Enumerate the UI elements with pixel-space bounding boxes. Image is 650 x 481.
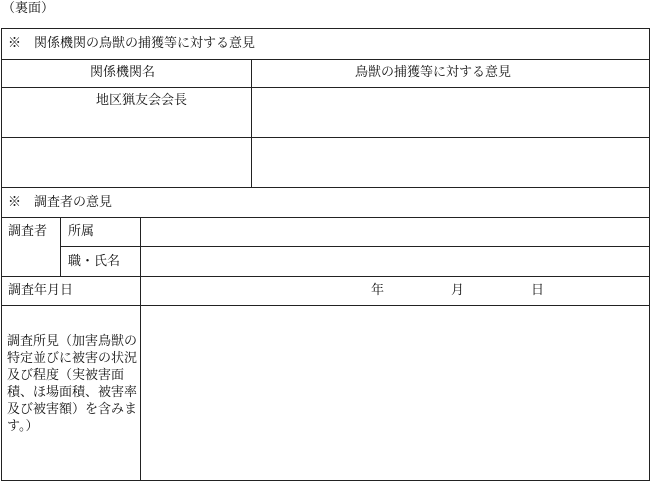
divider: [1, 217, 650, 218]
divider: [1, 87, 650, 88]
affiliation-label: 所属: [68, 224, 95, 239]
divider: [1, 59, 650, 60]
divider: [60, 246, 650, 247]
investigator-label: 調査者: [8, 224, 48, 239]
divider: [1, 305, 650, 306]
date-month-label[interactable]: 月: [451, 283, 465, 298]
divider: [1, 137, 650, 138]
date-year-label[interactable]: 年: [371, 283, 385, 298]
date-day-label[interactable]: 日: [531, 283, 545, 298]
org-column-header: 関係機関名: [90, 65, 156, 80]
date-label: 調査年月日: [8, 283, 74, 298]
column-divider: [60, 217, 61, 276]
page-side-label: （裏面）: [2, 1, 55, 16]
section1-heading: ※ 関係機関の鳥獣の捕獲等に対する意見: [8, 36, 256, 51]
title-name-label: 職・氏名: [68, 254, 121, 269]
column-divider: [251, 59, 252, 187]
divider: [1, 187, 650, 188]
remarks-label: 調査所見（加害鳥獣の特定並びに被害の状況及び程度（実被害面積、ほ場面積、被害率及び被害額）を含みます。）: [7, 334, 138, 434]
column-divider: [140, 217, 141, 481]
org-name-cell[interactable]: 地区猟友会会長: [96, 93, 188, 108]
divider: [1, 276, 650, 277]
opinion-column-header: 鳥獣の捕獲等に対する意見: [355, 65, 512, 80]
section2-heading: ※ 調査者の意見: [8, 195, 113, 210]
